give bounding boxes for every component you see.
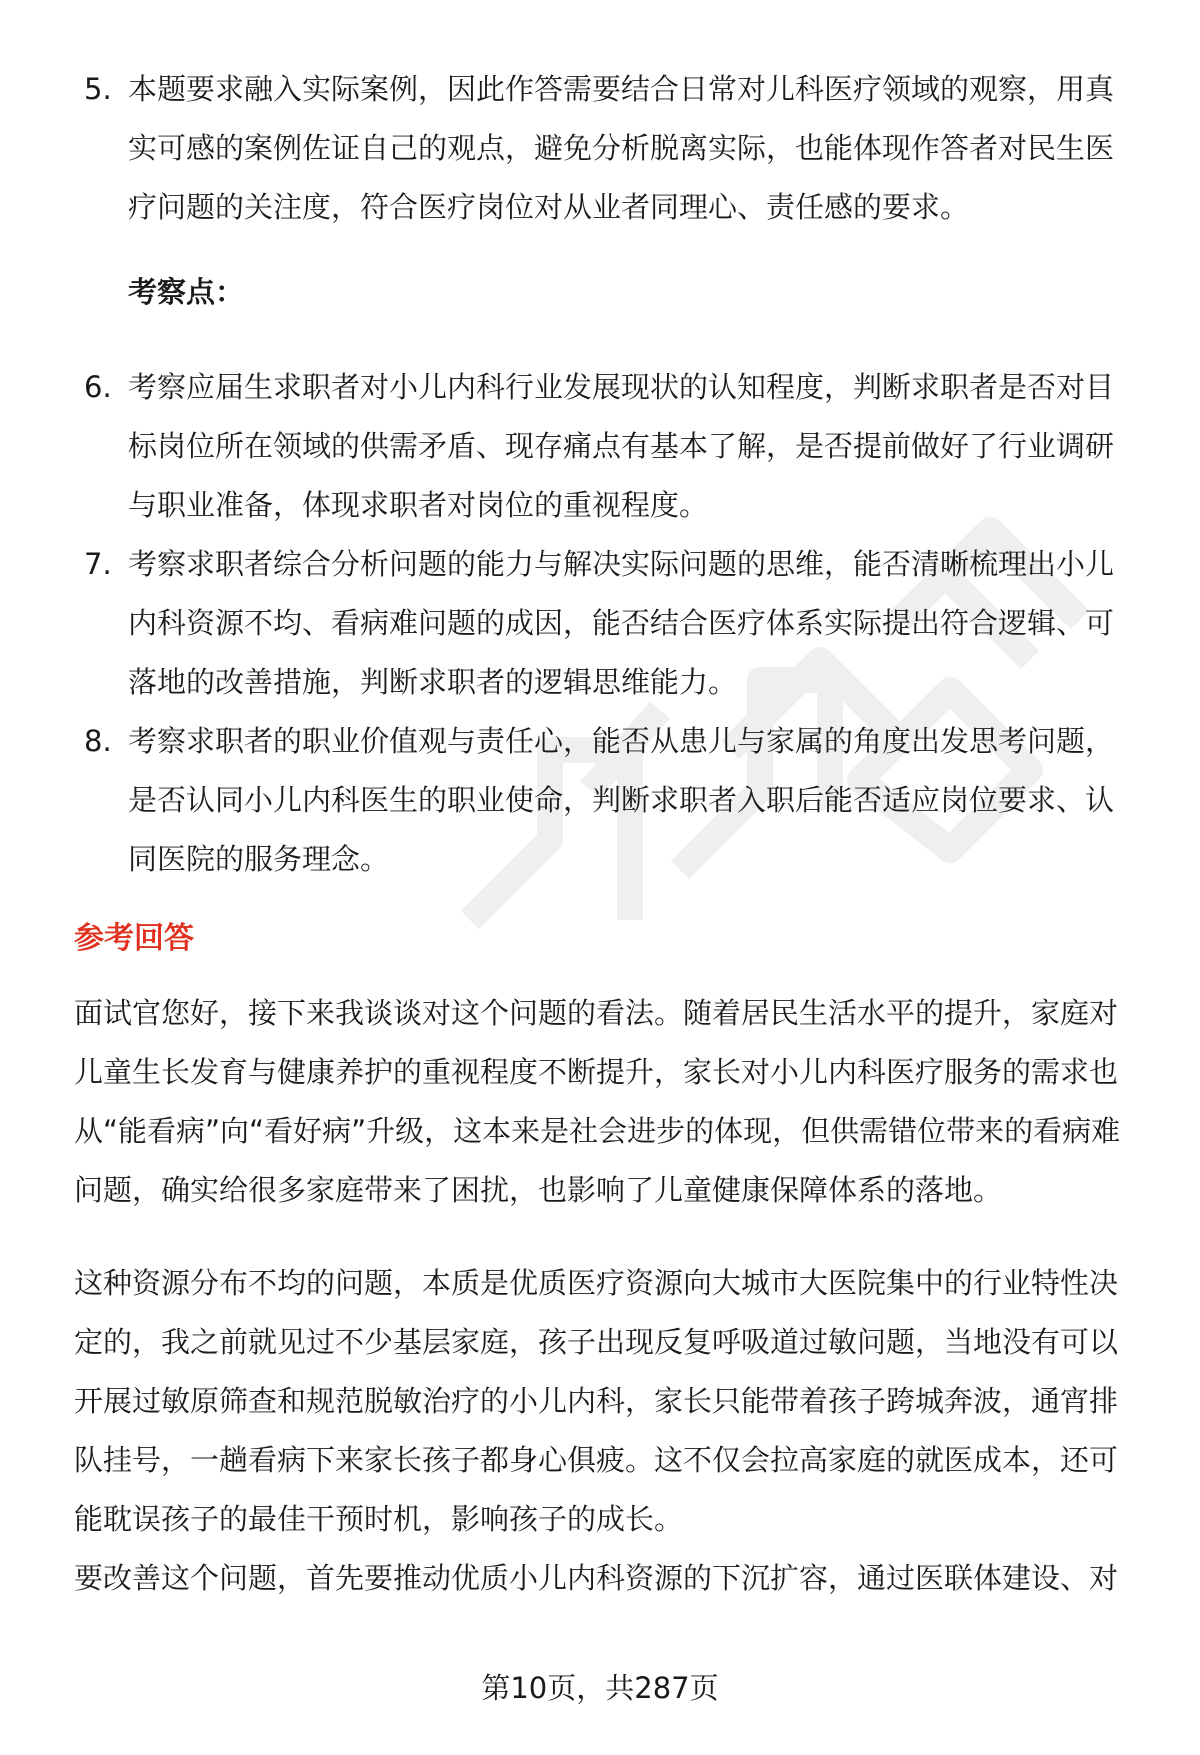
list-item-text: 考察求职者综合分析问题的能力与解决实际问题的思维，能否清晰梳理出小儿内科资源不均、看病难问题的成因，能否结合医疗体系实际提出符合逻辑、可落地的改善措施，判断求职者的逻辑思维能力。 — [128, 547, 1115, 699]
page-footer: 第10页，共287页 — [481, 1671, 719, 1705]
numbered-list-a — [74, 60, 1140, 237]
list-item-text: 考察应届生求职者对小儿内科行业发展现状的认知程度，判断求职者是否对目标岗位所在领域的供需矛盾、现存痛点有基本了解，是否提前做好了行业调研与职业准备，体现求职者对岗位的重视程度。 — [128, 370, 1115, 522]
section-title: 参考回答 — [74, 921, 194, 956]
list-item-number: 8. — [84, 724, 112, 758]
list-item — [74, 712, 1140, 889]
paragraph: 要改善这个问题，首先要推动优质小儿内科资源的下沉扩容，通过医联体建设、对 — [74, 1561, 1119, 1595]
list-item-number: 6. — [84, 370, 112, 404]
list-item-text: 考察求职者的职业价值观与责任心，能否从患儿与家属的角度出发思考问题，是否认同小儿内科医生的职业使命，判断求职者入职后能否适应岗位要求、认同医院的服务理念。 — [128, 724, 1115, 876]
list-item — [74, 358, 1140, 535]
numbered-list-b — [74, 358, 1140, 889]
subheading: 考察点： — [128, 275, 245, 309]
list-item — [74, 535, 1140, 712]
list-item-number: 7. — [84, 547, 112, 581]
list-item-number: 5. — [84, 72, 112, 106]
paragraph: 面试官您好，接下来我谈谈对这个问题的看法。随着居民生活水平的提升，家庭对儿童生长发育与健康养护的重视程度不断提升，家长对小儿内科医疗服务的需求也从“能看病”向“看好病”升级，这本来是社会进步的体现，但供需错位带来的看病难问题，确实给很多家庭带来了困扰，也影响了儿童健康保障体系的落地。 — [74, 996, 1121, 1207]
paragraph: 这种资源分布不均的问题，本质是优质医疗资源向大城市大医院集中的行业特性决定的，我之前就见过不少基层家庭，孩子出现反复呼吸道过敏问题，当地没有可以开展过敏原筛查和规范脱敏治疗的小儿内科，家长只能带着孩子跨城奔波，通宵排队挂号，一趟看病下来家长孩子都身心俱疲。这不仅会拉高家庭的就医成本，还可能耽误孩子的最佳干预时机，影响孩子的成长。 — [74, 1266, 1119, 1536]
list-item — [74, 60, 1140, 237]
document-body — [74, 60, 1140, 1608]
list-item-text: 本题要求融入实际案例，因此作答需要结合日常对儿科医疗领域的观察，用真实可感的案例佐证自己的观点，避免分析脱离实际，也能体现作答者对民生医疗问题的关注度，符合医疗岗位对从业者同理心、责任感的要求。 — [128, 72, 1115, 224]
